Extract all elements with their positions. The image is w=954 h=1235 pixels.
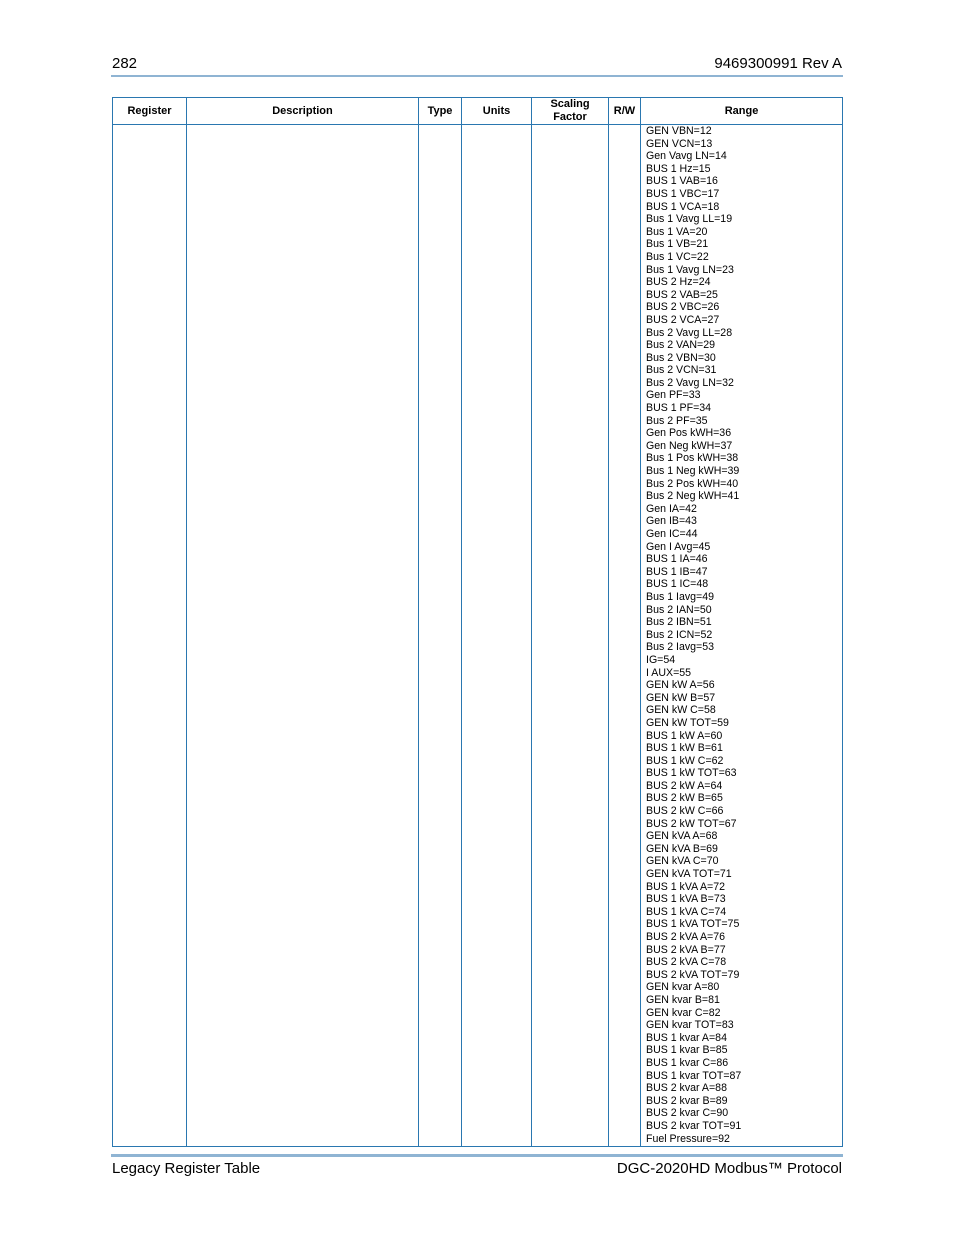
range-item: GEN kVA TOT=71 bbox=[646, 868, 732, 881]
range-item: BUS 1 kVA C=74 bbox=[646, 905, 727, 918]
cell-rw bbox=[609, 125, 641, 1147]
header-register: Register bbox=[113, 98, 187, 125]
range-item: BUS 1 kvar TOT=87 bbox=[646, 1069, 742, 1082]
range-item: BUS 2 kW A=64 bbox=[646, 779, 723, 792]
cell-register bbox=[113, 125, 187, 1147]
range-item: Bus 2 VBN=30 bbox=[646, 351, 716, 364]
range-item: Bus 2 VCN=31 bbox=[646, 364, 717, 377]
table-row bbox=[113, 125, 843, 1147]
range-item: BUS 1 IA=46 bbox=[646, 553, 708, 566]
range-item: BUS 2 kW B=65 bbox=[646, 792, 723, 805]
range-item: BUS 1 IB=47 bbox=[646, 565, 708, 578]
range-item: GEN kVA B=69 bbox=[646, 842, 718, 855]
range-item: Bus 1 VA=20 bbox=[646, 225, 708, 238]
range-item: Fuel Pressure=92 bbox=[646, 1132, 730, 1145]
cell-type bbox=[419, 125, 462, 1147]
range-item: GEN kvar B=81 bbox=[646, 993, 720, 1006]
range-item: Bus 1 Vavg LN=23 bbox=[646, 263, 734, 276]
range-item: BUS 1 kW TOT=63 bbox=[646, 767, 737, 780]
range-item: GEN kVA A=68 bbox=[646, 830, 718, 843]
range-item: GEN kvar TOT=83 bbox=[646, 1019, 734, 1032]
range-item: Bus 1 Vavg LL=19 bbox=[646, 213, 733, 226]
range-item: Gen IC=44 bbox=[646, 528, 698, 540]
range-item: BUS 1 VCA=18 bbox=[646, 200, 720, 213]
footer-rule bbox=[111, 1154, 843, 1157]
range-item: BUS 1 PF=34 bbox=[646, 402, 712, 415]
range-item: Bus 2 ICN=52 bbox=[646, 628, 713, 641]
header-scaling-factor bbox=[532, 98, 609, 125]
range-item: BUS 1 kW A=60 bbox=[646, 729, 723, 742]
header-type: Type bbox=[419, 98, 462, 125]
range-item: GEN kvar A=80 bbox=[646, 981, 720, 994]
range-item: BUS 1 kVA A=72 bbox=[646, 880, 726, 893]
range-item: GEN kW A=56 bbox=[646, 679, 715, 692]
range-item: BUS 2 Hz=24 bbox=[646, 276, 711, 289]
range-item: Gen Vavg LN=14 bbox=[646, 150, 727, 163]
range-item: I AUX=55 bbox=[646, 666, 692, 679]
range-item: BUS 1 VBC=17 bbox=[646, 187, 720, 200]
register-table bbox=[112, 97, 843, 1147]
range-item: BUS 1 kW B=61 bbox=[646, 742, 723, 755]
cell-units bbox=[462, 125, 532, 1147]
range-item: IG=54 bbox=[646, 653, 676, 666]
range-item: BUS 2 kVA A=76 bbox=[646, 931, 726, 943]
header-description: Description bbox=[187, 98, 419, 125]
document-id: 9469300991 Rev A bbox=[714, 55, 842, 72]
range-item: Bus 2 PF=35 bbox=[646, 414, 708, 427]
footer-section-title: Legacy Register Table bbox=[112, 1160, 261, 1177]
header-rw: R/W bbox=[609, 98, 641, 125]
range-item: GEN kvar C=82 bbox=[646, 1006, 721, 1019]
range-item: Bus 1 Pos kWH=38 bbox=[646, 452, 739, 465]
range-item: Bus 1 Neg kWH=39 bbox=[646, 465, 740, 478]
range-item: Bus 2 Neg kWH=41 bbox=[646, 490, 740, 503]
range-item: Gen PF=33 bbox=[646, 389, 701, 402]
range-item: BUS 2 VBC=26 bbox=[646, 301, 720, 314]
range-item: Gen Neg kWH=37 bbox=[646, 439, 733, 452]
range-item: Bus 2 Iavg=53 bbox=[646, 641, 715, 654]
header-scaling-line1: Scaling bbox=[550, 98, 590, 110]
range-list bbox=[641, 125, 842, 1145]
range-item: BUS 1 kVA B=73 bbox=[646, 893, 726, 906]
range-item: BUS 2 kvar A=88 bbox=[646, 1082, 727, 1095]
footer-document-title: DGC-2020HD Modbus™ Protocol bbox=[616, 1160, 842, 1177]
range-item: BUS 1 kvar C=86 bbox=[646, 1056, 729, 1069]
range-item: Bus 2 Pos kWH=40 bbox=[646, 477, 739, 490]
cell-range bbox=[641, 125, 843, 1147]
range-item: BUS 1 kVA TOT=75 bbox=[646, 918, 740, 931]
header-range: Range bbox=[641, 98, 843, 125]
range-item: GEN VCN=13 bbox=[646, 137, 713, 150]
cell-scaling-factor bbox=[532, 125, 609, 1147]
header-rule bbox=[111, 75, 843, 77]
range-item: GEN VBN=12 bbox=[646, 125, 712, 137]
range-item: Gen IA=42 bbox=[646, 502, 697, 515]
range-item: Bus 2 IAN=50 bbox=[646, 603, 712, 616]
range-item: Gen Pos kWH=36 bbox=[646, 427, 732, 440]
range-item: Bus 1 Iavg=49 bbox=[646, 590, 715, 603]
range-item: Gen IB=43 bbox=[646, 515, 697, 528]
table-header-row bbox=[113, 98, 843, 125]
range-item: GEN kVA C=70 bbox=[646, 855, 719, 868]
header-scaling-line2: Factor bbox=[553, 111, 587, 123]
header-units: Units bbox=[462, 98, 532, 125]
range-item: Bus 1 VC=22 bbox=[646, 250, 709, 263]
range-item: GEN kW C=58 bbox=[646, 704, 716, 717]
range-item: Bus 2 Vavg LL=28 bbox=[646, 326, 733, 339]
range-item: BUS 2 kVA C=78 bbox=[646, 956, 727, 969]
range-item: GEN kW B=57 bbox=[646, 691, 716, 704]
range-item: BUS 2 kvar C=90 bbox=[646, 1107, 729, 1120]
range-item: BUS 2 VCA=27 bbox=[646, 313, 720, 326]
range-item: BUS 2 kW TOT=67 bbox=[646, 817, 737, 830]
range-item: GEN kW TOT=59 bbox=[646, 716, 729, 729]
range-item: BUS 2 kVA TOT=79 bbox=[646, 968, 740, 981]
range-item: BUS 2 kvar B=89 bbox=[646, 1094, 728, 1107]
range-item: Bus 2 Vavg LN=32 bbox=[646, 376, 734, 389]
range-item: Gen I Avg=45 bbox=[646, 540, 711, 553]
range-item: Bus 2 VAN=29 bbox=[646, 339, 715, 352]
page-number: 282 bbox=[112, 55, 138, 72]
range-item: BUS 1 kvar A=84 bbox=[646, 1031, 727, 1044]
range-item: Bus 2 IBN=51 bbox=[646, 616, 712, 629]
range-item: BUS 2 kVA B=77 bbox=[646, 943, 726, 956]
range-item: BUS 1 kvar B=85 bbox=[646, 1044, 728, 1057]
range-item: BUS 2 VAB=25 bbox=[646, 288, 718, 301]
range-item: BUS 1 kW C=62 bbox=[646, 754, 724, 767]
range-item: BUS 2 kvar TOT=91 bbox=[646, 1119, 742, 1132]
range-item: BUS 1 IC=48 bbox=[646, 578, 709, 591]
range-item: BUS 1 Hz=15 bbox=[646, 162, 711, 175]
range-item: BUS 1 VAB=16 bbox=[646, 175, 718, 188]
range-item: BUS 2 kW C=66 bbox=[646, 805, 724, 818]
range-item: Bus 1 VB=21 bbox=[646, 238, 709, 251]
cell-description bbox=[187, 125, 419, 1147]
